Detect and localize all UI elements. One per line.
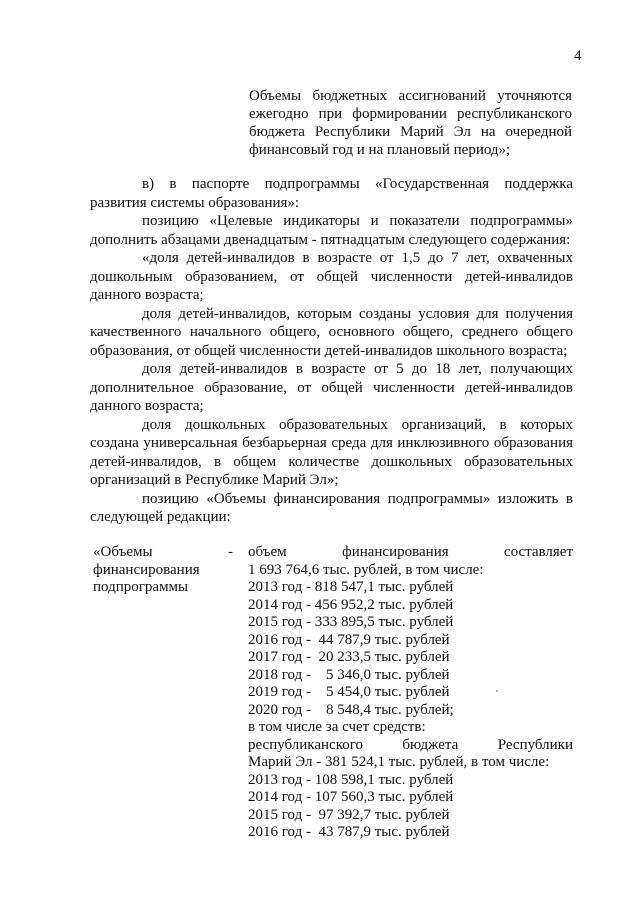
label-dash: - bbox=[228, 544, 233, 560]
intro-paragraph bbox=[249, 87, 572, 159]
paragraph-indicators: позицию «Целевые индикаторы и показатели подпрограммы» дополнить абзацами двенадцатым - пятнадцатым следующего содержания: bbox=[90, 213, 573, 248]
label-volumes: «Объемы bbox=[93, 544, 153, 560]
financing-line: республиканского бюджета Республики bbox=[248, 736, 573, 753]
financing-line: 2019 год - 5 454,0 тыс. рублей bbox=[248, 684, 450, 700]
financing-line: 2013 год - 108 598,1 тыс. рублей bbox=[248, 771, 454, 788]
financing-line: 2015 год - 333 895,5 тыс. рублей bbox=[248, 614, 454, 630]
paragraph-indicator-3: доля детей-инвалидов в возрасте от 5 до 18 лет, получающих дополнительное образование, от общей численности детей-инвалидов данного возраста; bbox=[90, 361, 573, 414]
financing-line: 1 693 764,6 тыс. рублей, в том числе: bbox=[248, 561, 484, 578]
paragraph-financing: позицию «Объемы финансирования подпрограммы» изложить в следующей редакции: bbox=[90, 490, 573, 525]
page-number: 4 bbox=[574, 48, 582, 64]
paragraph-indicator-1: «доля детей-инвалидов в возрасте от 1,5 до 7 лет, охваченных дошкольным образованием, от общей численности детей-инвалидов данного возраста; bbox=[90, 250, 573, 303]
paragraph-indicator-2: доля детей-инвалидов, которым созданы условия для получения качественного начального общего, основного общего, среднего общего образования, от общей численности детей-инвалидов школьного возраста; bbox=[90, 305, 573, 359]
financing-line: объем финансирования составляет bbox=[248, 544, 573, 560]
scan-speck bbox=[496, 690, 498, 692]
financing-line: 2014 год - 456 952,2 тыс. рублей bbox=[248, 596, 454, 613]
financing-line: 2020 год - 8 548,4 тыс. рублей; bbox=[248, 701, 454, 718]
label-subprogram: подпрограммы bbox=[93, 579, 189, 595]
financing-line: 2013 год - 818 547,1 тыс. рублей bbox=[248, 579, 454, 595]
paragraph-passport: в) в паспорте подпрограммы «Государственная поддержка развития системы образования»: bbox=[90, 176, 573, 211]
intro-text: Объемы бюджетных ассигнований уточняются ежегодно при формировании республиканского бюджета Республики Марий Эл на очередной финансовый год и на плановый период»; bbox=[249, 88, 572, 158]
financing-line: 2018 год - 5 346,0 тыс. рублей bbox=[248, 666, 450, 683]
financing-line: Марий Эл - 381 524,1 тыс. рублей, в том числе: bbox=[248, 754, 550, 770]
financing-line: 2016 год - 44 787,9 тыс. рублей bbox=[248, 631, 450, 648]
financing-line: 2015 год - 97 392,7 тыс. рублей bbox=[248, 806, 450, 823]
paragraph-indicator-4: доля дошкольных образовательных организаций, в которых создана универсальная безбарьерная среда для инклюзивного образования детей-инвалидов, в общем количестве дошкольных образовательных организаций в Республике Марий Эл»; bbox=[90, 416, 573, 488]
body-text bbox=[90, 175, 573, 527]
financing-line: 2016 год - 43 787,9 тыс. рублей bbox=[248, 824, 450, 840]
financing-line: 2017 год - 20 233,5 тыс. рублей bbox=[248, 649, 450, 665]
financing-line: в том числе за счет средств: bbox=[248, 719, 426, 735]
financing-values-column bbox=[248, 544, 573, 842]
financing-label-column bbox=[93, 544, 233, 597]
financing-line: 2014 год - 107 560,3 тыс. рублей bbox=[248, 789, 454, 805]
label-financing: финансирования bbox=[93, 561, 200, 578]
